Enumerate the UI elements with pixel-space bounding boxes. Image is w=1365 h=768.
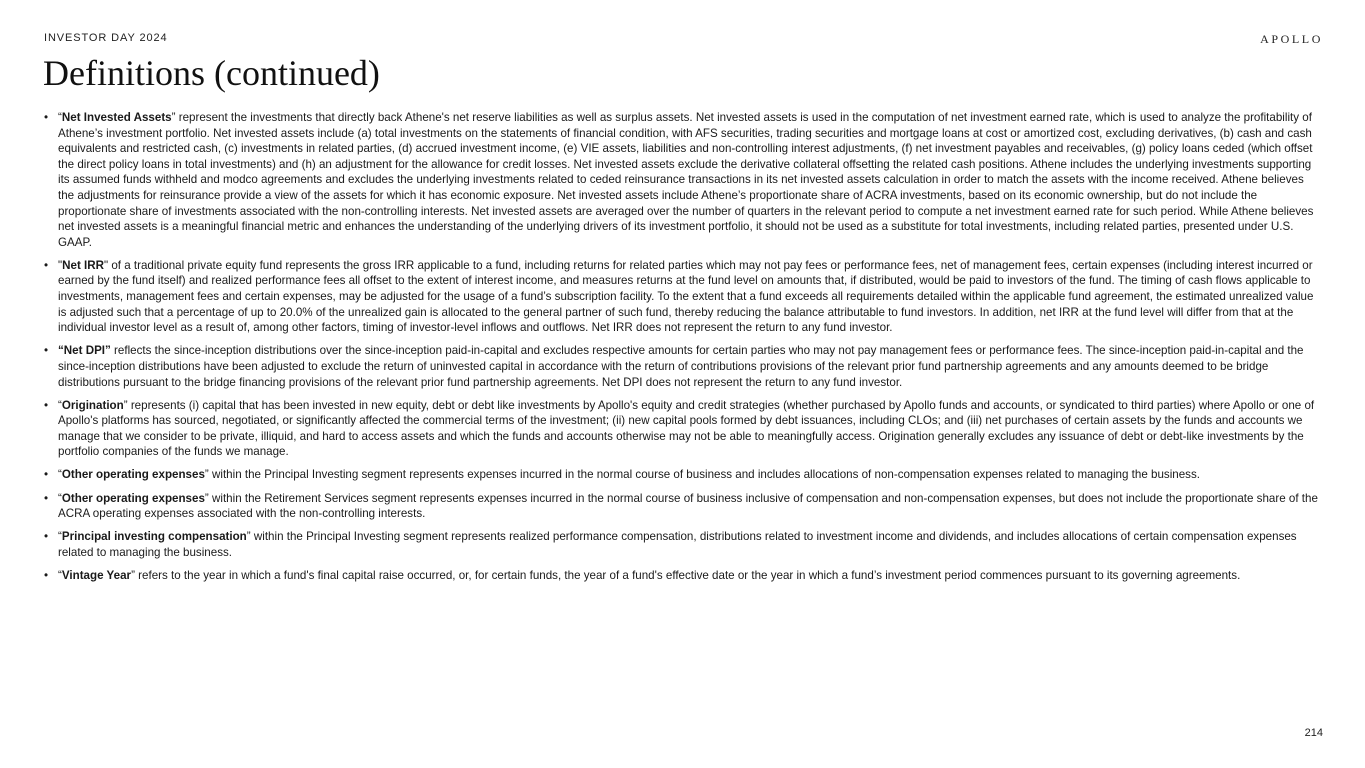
bullet-icon: • [44,258,49,272]
definition-open-quote: “ [58,111,62,124]
definition-other-operating-expenses-rs [44,491,1322,522]
definition-close-quote: ” [204,491,209,505]
definition-origination [44,398,1322,460]
definition-text: reflects the since-inception distributions over the since-inception paid-in-capital and excludes respective amounts for certain parties who may not pay management fees or performance fees. The since-inception paid-in-capital and the since-inception distributions have been adjusted to exclude the return of uninvested capital in accordance with the return of contributions provisions of the relevant prior fund partnership agreements and any amounts deemed to be bridge distributions pursuant to the bridge financing provisions of the relevant prior fund partnership agreements. Net DPI does not represent the return to any fund investor. [58,344,1304,389]
definition-text: refers to the year in which a fund's final capital raise occurred, or, for certain funds, the year of a fund's effective date or the year in which a fund’s investment period commences pursuant to its governing agreements. [134,568,1241,582]
definition-text: represents (i) capital that has been invested in new equity, debt or debt like investments by Apollo's equity and credit strategies (whether purchased by Apollo funds and accounts, or syndicated to third parties) where Apollo or one of Apollo's platforms has sourced, negotiated, or significantly affected the commercial terms of the investment; (ii) new capital pools formed by debt issuances, including CLOs; and (iii) net purchases of certain assets by the funds and accounts we manage that we consider to be private, illiquid, and hard to access assets and which the funds and accounts otherwise may not be able to meaningfully access. Origination generally excludes any issuance of debt or debt-like investments by the portfolio companies of the funds we manage. [58,398,1315,459]
definition-open-quote: “ [58,530,62,544]
definition-text: within the Principal Investing segment represents realized performance compensation, distributions related to investment income and dividends, and includes allocations of certain compensation expenses related to managing the business. [58,530,1297,559]
bullet-icon: • [44,568,49,582]
definition-text: within the Principal Investing segment represents expenses incurred in the normal course of business and includes allocations of non-compensation expenses related to managing the business. [208,468,1200,482]
definitions-list [44,110,1322,591]
apollo-logo: APOLLO [1260,32,1323,46]
definition-close-quote: ” [246,530,251,544]
definition-close-quote: ” [123,398,128,412]
definition-other-operating-expenses-pi [44,467,1322,483]
definition-net-invested-assets [44,110,1322,250]
bullet-icon: • [44,491,49,505]
definition-open-quote: “ [58,398,62,412]
bullet-icon: • [44,111,49,124]
definition-open-quote: “ [58,568,62,582]
definition-open-quote: “ [58,491,62,505]
definition-text: of a traditional private equity fund represents the gross IRR applicable to a fund, including returns for related parties which may not pay fees or performance fees, net of management fees, certain expenses (including interest incurred or earned by the fund itself) and realized performance fees all offset to the extent of interest income, and measures returns at the fund level on amounts that, if distributed, would be paid to investors of the fund. The timing of cash flows applicable to investments, management fees and certain expenses, may be adjusted for the usage of a fund’s subscription facility. To the extent that a fund exceeds all requirements detailed within the applicable fund agreement, the estimated unrealized value is adjusted such that a percentage of up to 20.0% of the unrealized gain is allocated to the general partner of such fund, thereby reducing the balance attributable to fund investors. In addition, net IRR at the fund level will differ from that at the individual investor level as a result of, among other factors, timing of investor-level inflows and outflows. Net IRR does not represent the return to any fund investor. [58,258,1314,335]
definition-net-irr [44,258,1322,336]
page-number: 214 [1304,727,1323,739]
definition-term: Vintage Year [61,568,132,582]
definition-text: within the Retirement Services segment represents expenses incurred in the normal course of business inclusive of compensation and non-compensation expenses, but does not include the proportionate share of the ACRA operating expenses associated with the non-controlling interests. [58,491,1318,521]
definition-term: “Net DPI” [58,344,111,358]
bullet-icon: • [44,468,49,482]
definition-term: Other operating expenses [61,491,205,505]
definition-close-quote: ” [204,468,209,482]
definition-open-quote: “ [58,468,62,482]
definition-close-quote: " [104,258,109,272]
bullet-icon: • [44,530,49,544]
definition-close-quote: ” [131,568,135,582]
definition-term: Origination [61,398,124,412]
page-title: Definitions (continued) [43,53,380,93]
definition-term: Net Invested Assets [61,111,172,124]
definition-principal-investing-compensation [44,529,1322,560]
definition-net-dpi [44,343,1322,390]
definition-open-quote: " [58,258,63,272]
definition-term: Net IRR [62,258,104,272]
definition-term: Principal investing compensation [61,530,247,544]
event-label: INVESTOR DAY 2024 [44,32,168,44]
definition-term: Other operating expenses [61,468,205,482]
bullet-icon: • [44,398,49,412]
definition-close-quote: ” [171,111,176,124]
definition-text: represent the investments that directly back Athene's net reserve liabilities as well as surplus assets. Net invested assets is used in the computation of net investment earned rate, which is used to analyze the profitability of Athene’s investment portfolio. Net invested assets include (a) total investments on the statements of financial condition, with AFS securities, trading securities and mortgage loans at cost or amortized cost, excluding derivatives, (b) cash and cash equivalents and restricted cash, (c) investments in related parties, (d) accrued investment income, (e) VIE assets, liabilities and non-controlling interest adjustments, (f) net investment payables and receivables, (g) policy loans ceded (which offset the direct policy loans in total investments) and (h) an adjustment for the allowance for credit losses. Net invested assets exclude the derivative collateral offsetting the related cash positions. Athene includes the underlying investments supporting its assumed funds withheld and modco agreements and excludes the underlying investments related to ceded reinsurance transactions in its net invested assets calculation in order to match the assets with the income received. Athene believes the adjustments for reinsurance provide a view of the assets for which it has economic exposure. Net invested assets include Athene’s proportionate share of ACRA investments, based on its economic ownership, but do not include the proportionate share of investments associated with the non-controlling interests. Net invested assets are averaged over the number of quarters in the relevant period to compute a net investment earned rate for such period. While Athene believes net invested assets is a meaningful financial metric and enhances the understanding of the underlying drivers of its investment portfolio, it should not be used as a substitute for total investments, including related parties, presented under U.S. GAAP. [58,111,1314,249]
bullet-icon: • [44,344,49,358]
definition-vintage-year [44,568,1322,584]
